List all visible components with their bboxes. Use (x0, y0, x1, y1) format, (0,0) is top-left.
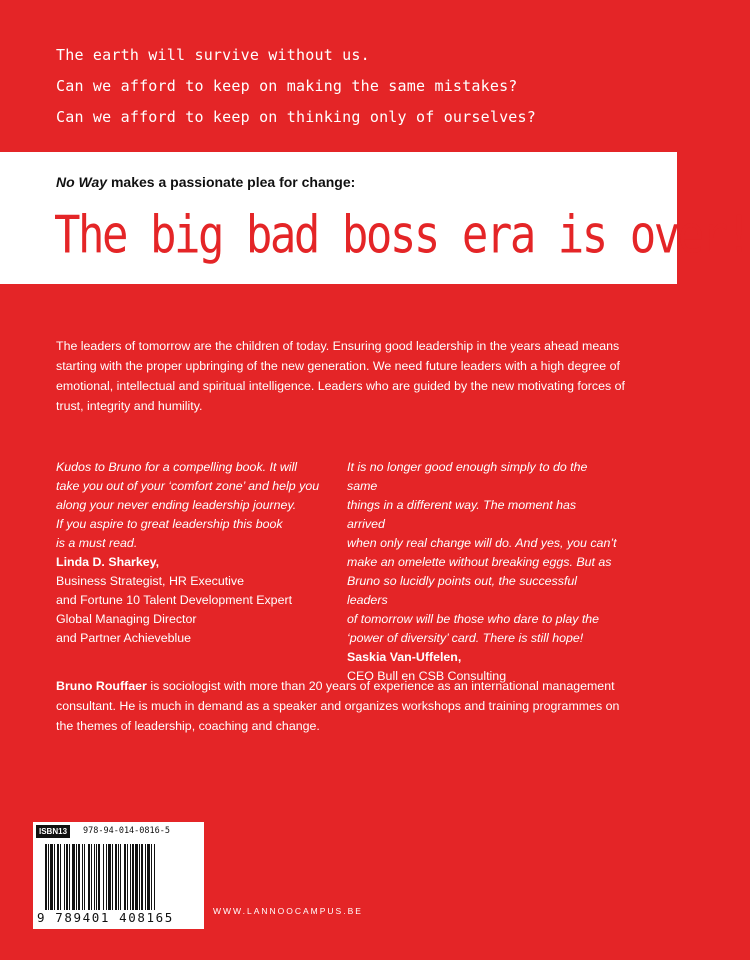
barcode-bar (141, 844, 143, 910)
barcode-bar (45, 844, 47, 910)
endorsement-quote-line: along your never ending leadership journey. (56, 498, 297, 512)
endorsement-quote-line: is a must read. (56, 536, 138, 550)
plea-line (56, 173, 355, 191)
barcode-bar (154, 844, 155, 910)
endorsement-quote-line: make an omelette without breaking eggs. But as (347, 555, 612, 569)
isbn-label: ISBN13 (36, 825, 70, 838)
barcode-bar (127, 844, 128, 910)
barcode-bar (120, 844, 121, 910)
barcode-bar (82, 844, 83, 910)
barcode-bar (112, 844, 113, 910)
endorser-role-line: CEO Bull en CSB Consulting (347, 669, 507, 683)
barcode-bar (50, 844, 53, 910)
barcode-bar (84, 844, 85, 910)
endorsement-quote-line: It is no longer good enough simply to do the same (347, 460, 588, 493)
barcode-bar (64, 844, 65, 910)
barcode-bar (139, 844, 140, 910)
isbn-number: 978-94-014-0816-5 (83, 826, 170, 836)
endorser-role-line: and Partner Achieveblue (56, 631, 192, 645)
author-bio-text: is sociologist with more than 20 years of experience as an international management consultant. He is much in demand as a speaker and organizes workshops and training programmes on the themes of leadership, coaching and change. (56, 679, 620, 733)
barcode-bar (72, 844, 75, 910)
barcode-bar (108, 844, 111, 910)
endorsement-van-uffelen (347, 458, 617, 686)
barcode-bar (69, 844, 70, 910)
barcode-bar (115, 844, 117, 910)
barcode-bar (54, 844, 55, 910)
barcode-box (33, 822, 204, 929)
publisher-website: WWW.LANNOOCAMPUS.BE (213, 906, 363, 916)
endorser-name: Linda D. Sharkey, (56, 555, 160, 569)
book-title: No Way (56, 174, 108, 190)
endorsement-quote-line: ‘power of diversity’ card. There is still hope! (347, 631, 584, 645)
barcode-bar (151, 844, 152, 910)
endorsement-quote-line: Bruno so lucidly points out, the successful leaders (347, 574, 578, 607)
barcode-bar (66, 844, 68, 910)
barcode-bar (135, 844, 138, 910)
barcode-bar (57, 844, 59, 910)
barcode-bar (98, 844, 100, 910)
plea-text: makes a passionate plea for change: (107, 174, 356, 190)
endorser-role-line: and Fortune 10 Talent Development Expert (56, 593, 293, 607)
top-quote-block (0, 0, 677, 152)
barcode-bar (88, 844, 90, 910)
top-quote (56, 40, 536, 133)
endorsement-quote-line: Kudos to Bruno for a compelling book. It will (56, 460, 298, 474)
barcode-bar (118, 844, 119, 910)
endorsement-quote-line: If you aspire to great leadership this book (56, 517, 283, 531)
intro-paragraph: The leaders of tomorrow are the children of today. Ensuring good leadership in the years ahead means starting with the proper upbringing of the new generation. We need future leaders with a high degree of emotional, intellectual and spiritual intelligence. Leaders who are guided by the new motivating forces of trust, integrity and humility. (56, 339, 625, 413)
endorser-role-line: Business Strategist, HR Executive (56, 574, 245, 588)
top-quote-line: Can we afford to keep on making the same mistakes? (56, 77, 518, 95)
barcode-bar (130, 844, 131, 910)
barcode-bar (147, 844, 150, 910)
barcode-bar (96, 844, 97, 910)
barcode-bar (48, 844, 49, 910)
barcode-bars (45, 844, 197, 910)
barcode-bar (145, 844, 146, 910)
top-quote-line: Can we afford to keep on thinking only of ourselves? (56, 108, 536, 126)
barcode-bar (60, 844, 61, 910)
barcode-bar (103, 844, 104, 910)
endorsement-quote-line: when only real change will do. And yes, you can’t (347, 536, 617, 550)
endorsement-quote-line: take you out of your ‘comfort zone’ and help you (56, 479, 320, 493)
barcode-bar (91, 844, 92, 910)
barcode-bar (132, 844, 134, 910)
endorser-name: Saskia Van-Uffelen, (347, 650, 462, 664)
endorser-role-line: Global Managing Director (56, 612, 197, 626)
barcode-bar (124, 844, 126, 910)
barcode-bar (106, 844, 107, 910)
author-name: Bruno Rouffaer (56, 679, 147, 693)
barcode-bar (76, 844, 77, 910)
endorsement-quote-line: of tomorrow will be those who dare to play the (347, 612, 600, 626)
barcode-bar (94, 844, 95, 910)
endorsement-sharkey (56, 458, 326, 648)
ean-number: 9 789401 408165 (37, 910, 174, 925)
top-quote-line: The earth will survive without us. (56, 46, 370, 64)
barcode-bar (78, 844, 80, 910)
author-bio (56, 676, 626, 736)
endorsement-quote-line: things in a different way. The moment has arrived (347, 498, 577, 531)
headline: The big bad boss era is over! (54, 205, 750, 266)
